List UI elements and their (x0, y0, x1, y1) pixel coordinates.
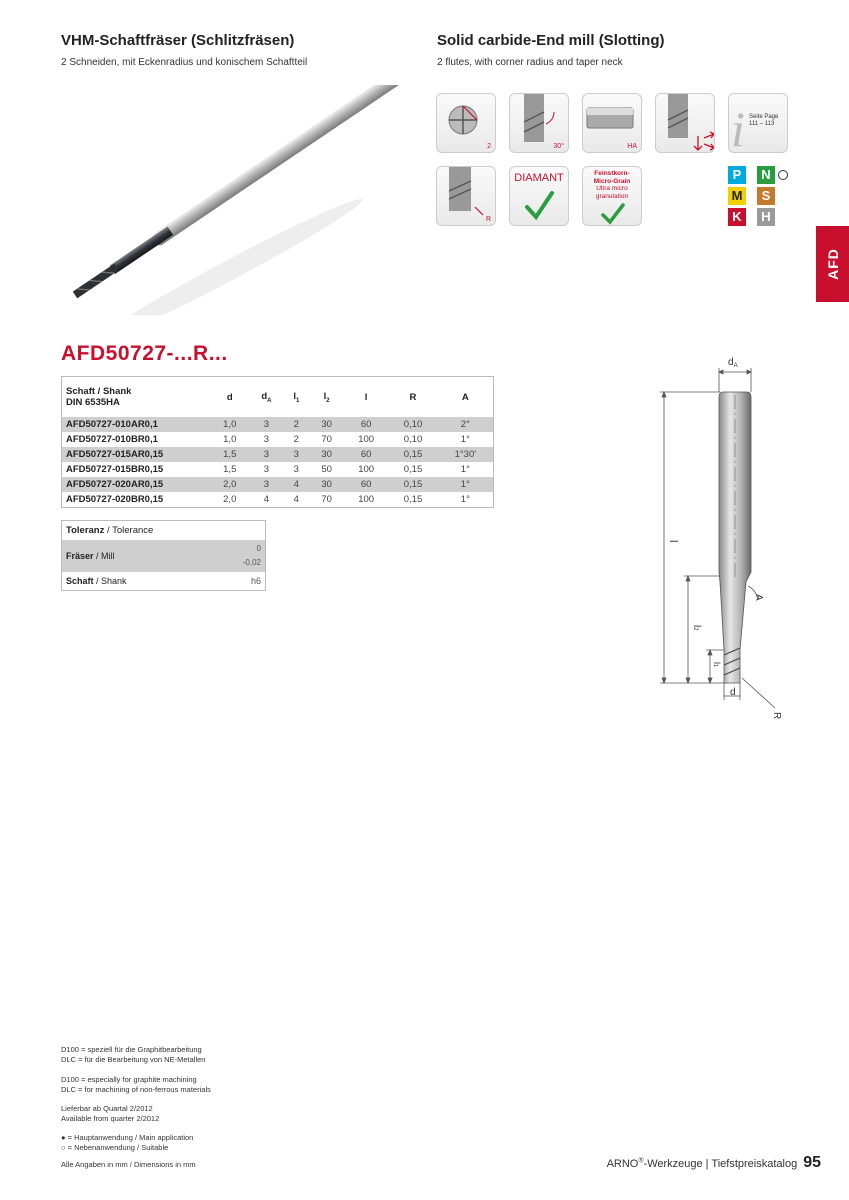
footer: ARNO®-Werkzeuge | Tiefstpreiskatalog 95 (606, 1154, 821, 1171)
shank-standard: DIN 6535HA (66, 397, 120, 408)
corner-radius-icon (436, 166, 496, 226)
taper-neck-shape (110, 227, 174, 274)
notes-de: D100 = speziell für die Graphitbearbeitung DLC = für die Bearbeitung von NE-Metallen (61, 1045, 206, 1064)
product-photo (55, 85, 420, 315)
shank-ha-icon (582, 93, 642, 153)
material-m: M (728, 187, 746, 205)
col-da: $d_A$ (261, 390, 272, 404)
material-k: K (728, 208, 746, 226)
col-d: d (226, 391, 233, 403)
col-r: R (409, 391, 417, 403)
notes-legend: ● = Hauptanwendung / Main application ○ = Nebenanwendung / Suitable (61, 1133, 194, 1152)
check-icon (524, 189, 554, 221)
radius-label: R (485, 216, 491, 223)
notes-dimensions: Alle Angaben in mm / Dimensions in mm (61, 1160, 196, 1169)
col-a: A (461, 391, 469, 403)
grain-en-line2: granulation (595, 192, 629, 200)
shank-tol: h6 (250, 575, 261, 586)
material-h: H (757, 208, 775, 226)
section-tab (816, 226, 849, 302)
shank-type: HA (627, 143, 637, 150)
title-de: VHM-Schaftfräser (Schlitzfräsen) (61, 32, 295, 49)
flutes-icon (436, 93, 496, 153)
table-row: AFD50727-020AR0,15 2,0 3 4 30 60 0,15 1° (62, 477, 494, 492)
label-r: R (771, 712, 782, 720)
material-p: P (728, 166, 746, 184)
product-code: AFD50727-...R... (61, 342, 228, 365)
info-page-label: Seite Page (749, 114, 779, 120)
technical-drawing (650, 350, 800, 725)
col-l: l (364, 391, 368, 403)
tool-outline (719, 392, 751, 683)
title-en: Solid carbide-End mill (Slotting) (437, 32, 665, 49)
page-number: 95 (803, 1154, 821, 1171)
section-tab-label: AFD (824, 248, 841, 280)
helix-angle-icon (509, 93, 569, 153)
svg-text:i: i (731, 101, 745, 153)
label-l1: l1 (712, 662, 722, 668)
table-row: AFD50727-010AR0,1 1,0 3 2 30 60 0,10 2° (62, 417, 494, 432)
col-l1: $l_1$ (293, 390, 300, 404)
col-l2: $l_2$ (323, 390, 330, 404)
tolerance-shank-row: Schaft / Shank h6 (62, 572, 266, 591)
info-page-range: 111 – 113 (749, 121, 775, 127)
diamant-coating-icon (509, 166, 569, 226)
tolerance-table (61, 520, 266, 591)
footer-catalog: -Werkzeuge | Tiefstpreiskatalog (643, 1158, 798, 1170)
label-da: $d_A$ (728, 357, 738, 369)
material-n: N (757, 166, 775, 184)
grain-de-line1: Feinstkorn- (594, 170, 630, 177)
table-row: AFD50727-010BR0,1 1,0 3 2 70 100 0,10 1° (66, 434, 470, 445)
mill-lower-tol: -0,02 (242, 557, 261, 567)
label-l2: l2 (691, 625, 702, 631)
grain-de-line2: Micro-Grain (593, 177, 631, 185)
cutting-direction-icon (655, 93, 715, 153)
label-d: d (730, 687, 736, 698)
notes-availability: Lieferbar ab Quartal 2/2012 Available from quarter 2/2012 (61, 1104, 160, 1123)
helix-angle-value: 30° (553, 143, 564, 150)
grain-en-line1: Ultra micro (596, 185, 628, 192)
tolerance-heading-row: Toleranz / Tolerance (66, 524, 154, 536)
shank-label: Schaft / Shank (66, 386, 132, 397)
tolerance-mill-row: Fräser / Mill 0 -0,02 (62, 540, 266, 572)
spec-table (61, 376, 494, 508)
footer-brand: ARNO (606, 1158, 639, 1170)
check-icon (601, 203, 625, 225)
table-row: AFD50727-015BR0,15 1,5 3 3 50 100 0,15 1° (66, 464, 470, 475)
diamant-label: DIAMANT (514, 172, 564, 184)
micro-grain-icon (582, 166, 642, 226)
suitable-circle-icon (777, 169, 789, 181)
subtitle-de: 2 Schneiden, mit Eckenradius und konischem Schaftteil (61, 57, 308, 68)
spec-table-header (62, 377, 494, 418)
mill-upper-tol: 0 (256, 543, 261, 553)
subtitle-en: 2 flutes, with corner radius and taper neck (437, 57, 623, 68)
shank-shape (150, 85, 419, 248)
table-row: AFD50727-020BR0,15 2,0 4 4 70 100 0,15 1° (66, 494, 470, 505)
table-row: AFD50727-015AR0,15 1,5 3 3 30 60 0,15 1°30' (62, 447, 494, 462)
label-l: l (667, 540, 679, 543)
notes-en: D100 = especially for graphite machining DLC = for machining of non-ferrous materials (61, 1075, 211, 1094)
material-s: S (757, 187, 775, 205)
info-icon (728, 93, 788, 153)
flutes-count: 2 (487, 143, 491, 150)
label-a: A (753, 594, 764, 601)
